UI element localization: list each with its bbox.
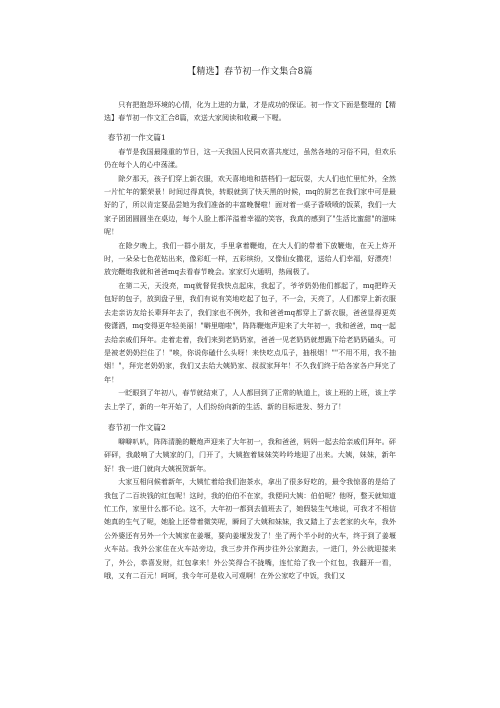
- section-1: [104, 131, 396, 413]
- body-paragraph: 噼噼叭叭，阵阵清脆的鞭炮声迎来了大年初一，我和爸爸，妈妈一起去给亲戚们拜年。砰砰砰，我敲响了大姨家的门，门开了，大姨抱着妹妹笑吟吟地迎了出来。大姨，妹妹，新年好！我一进门就向大姨祝贺新年。: [104, 436, 396, 473]
- section-2: [104, 421, 396, 582]
- body-paragraph: 除夕那天，孩子们穿上新衣服，欢天喜地地和搭档们一起玩耍，大人们也忙里忙外，全然一片忙年的繁荣景！时间过得真快，转眼就到了快天黑的时候，mq的厨艺在我们家中可是最好的了，所以肯定要品尝她为我们准备的丰富晚餐啦！面对着一桌子香喷喷的饭菜，我们一大家子团团圆圆坐在桌边，每个人脸上都洋溢着幸福的笑容，我真的感到了"生活比蜜甜"的滋味呢！: [104, 173, 396, 237]
- intro-paragraph: 只有把抱怨环境的心情，化为上进的力量，才是成功的保证。初一作文下面是整理的【精选】春节初一作文汇合8篇，欢送大家阅读和收藏一下喔。: [104, 100, 396, 123]
- document-title: 【精选】春节初一作文集合8篇: [187, 67, 313, 77]
- section-spacer: [104, 413, 396, 421]
- body-paragraph: 一眨眼到了年初八，春节就结束了，人人都回到了正常的轨道上，该上班的上班，该上学去上学了，新的一年开始了，人们纷纷向新的生活、新的目标进发、努力了！: [104, 388, 396, 411]
- section-heading: 春节初一作文篇2: [107, 422, 166, 432]
- body-paragraph: 春节是我国最隆重的节日，这一天我国人民同欢喜共度过，虽然各地的习俗不同，但欢乐仍在每个人的心中荡漾。: [104, 146, 396, 170]
- section-heading: 春节初一作文篇1: [107, 132, 166, 142]
- body-paragraph: 大家互相问候着新年，大姨忙着给我们泡茶水，拿出了很多好吃的，最令我惊喜的是给了我包了二百块钱的红包呢！这时，我的伯伯不在家，我便问大姨：伯伯呢？他呀，整天就知道忙工作，家里什么都不论。这不，大年初一都到去值班去了，她假装生气地说，可我才不相信她真的生气了呢，她脸上还带着微笑呢，瞬间了大姨和妹妹，我又踏上了去老家的火车，我外公外婆还有另外一个大姨家在姜堰，要向姜堰发发了！坐了两个半小时的火车，终于到了姜堰火车站。我外公家住在火车站旁边，我三步并作两步往外公家跑去，一进门，外公就迎接来了，外公，恭喜发财，红包拿来！外公笑得合不拢嘴，连忙给了我一个红包，我翻开一看，哦，又有二百元！呵呵，我今年可是收入可观啊！在外公家吃了中饭，我们又: [104, 477, 396, 580]
- document-body: [104, 98, 396, 582]
- body-paragraph: 在第二天，天没亮，mq就督促我快点起床，我起了，爷爷奶奶他们都起了，mq把昨天包好的包子，放到盘子里，我们有说有笑地吃起了包子，不一会，天亮了，人们都穿上新衣服去走亲访友给长辈拜年去了，我们家也不例外，我和爸爸mq都穿上了新衣服，爸爸显得更英俊潇洒，mq变得更年轻美丽！"噼里啪啦"，阵阵鞭炮声迎来了大年初一，我和爸爸，mq一起去给亲戚们拜年。走着走着，我们来到老奶奶家，爸爸一见老奶奶就想跪下给老奶奶磕头，可是被老奶奶拦住了！"唉，你说你磕什么头呀！来快吃点瓜子，抽根烟！""不用不用，我不抽烟！"，拜完老奶奶家，我们又去给大姨奶家、叔叔家拜年！不久我们终于给各家各户拜完了年！: [104, 280, 396, 384]
- body-paragraph: 在除夕晚上，我们一群小朋友，手里拿着鞭炮，在大人们的带着下放鞭炮，在天上炸开时，一朵朵七色花钻出来，像彩虹一样，五彩缤纷，又像仙女撒花，送给人们幸福，好漂亮！放完鞭炮我就和爸爸mq去看春节晚会。家家灯火通明，热闹极了。: [104, 240, 396, 277]
